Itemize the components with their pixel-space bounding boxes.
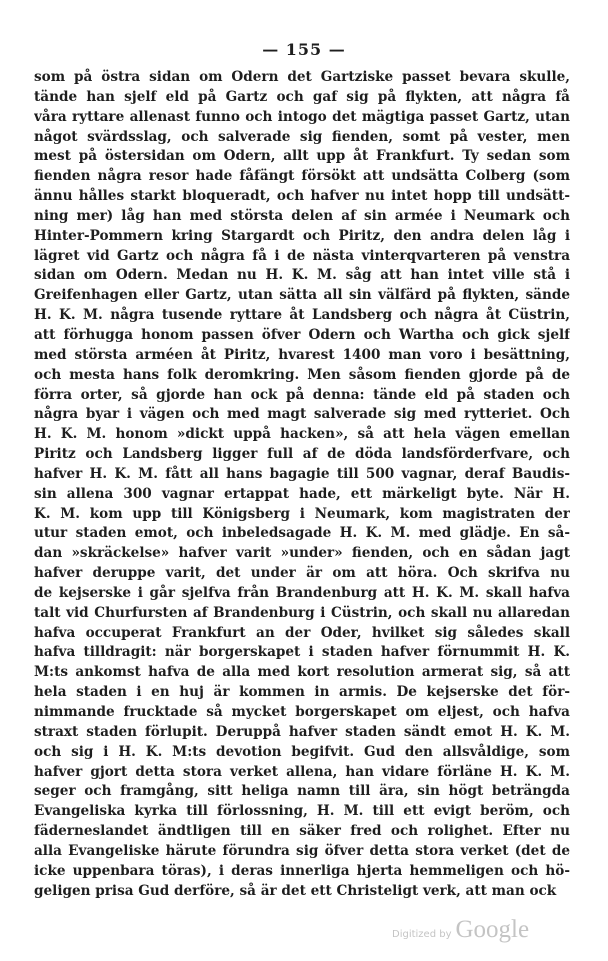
text-line: förra orter, så gjorde han ock på denna: tände eld på staden och (34, 386, 570, 403)
text-line: talt vid Churfursten af Brandenburg i Cüstrin, och skall nu allaredan (34, 604, 570, 621)
text-line: geligen prisa Gud derföre, så är det ett Christeligt verk, att man ock (34, 882, 557, 899)
google-logo: Google (455, 916, 530, 943)
text-line: något svärdsslag, och salverade sig fienden, somt på vester, men (34, 128, 570, 145)
text-line: Piritz och Landsberg ligger full af de döda landsförderfvare, och (34, 446, 570, 463)
text-line: våra ryttare allenast funno och intogo det mägtiga passet Gartz, utan (34, 108, 570, 125)
text-line: de kejserske i går sjelfva från Brandenburg att H. K. M. skall hafva (34, 584, 570, 601)
watermark-prefix: Digitized by (392, 929, 452, 940)
text-line: Evangeliska kyrka till förlossning, H. M. till ett evigt beröm, och (34, 803, 570, 820)
text-line: hafver deruppe varit, det under är om att höra. Och skrifva nu (34, 565, 570, 582)
text-line: och mesta hans folk deromkring. Men såsom fienden gjorde på de (34, 366, 570, 383)
text-line: icke uppenbara töras), i deras innerliga hjerta hemmeligen och hö- (34, 862, 570, 879)
text-line: att förhugga honom passen öfver Odern och Wartha och gick sjelf (34, 326, 570, 343)
text-line: lägret vid Gartz och några få i de nästa vinterqvarteren på venstra (34, 247, 570, 264)
text-line: fienden några resor hade fåfängt försökt att undsätta Colberg (som (34, 168, 570, 185)
text-line: straxt staden förlupit. Deruppå hafver staden sändt emot H. K. M. (34, 723, 570, 740)
text-line: Hinter-Pommern kring Stargardt och Piritz, den andra delen låg i (34, 227, 570, 244)
text-line: några byar i vägen och med magt salverade sig med rytteriet. Och (34, 406, 570, 423)
text-line: tände han sjelf eld på Gartz och gaf sig på flykten, att några få (34, 88, 570, 105)
text-line: H. K. M. honom »dickt uppå hacken», så att hela vägen emellan (34, 426, 570, 443)
text-line: som på östra sidan om Odern det Gartziske passet bevara skulle, (34, 69, 570, 85)
text-line: K. M. kom upp till Königsberg i Neumark, kom magistraten der (34, 505, 570, 522)
text-line: hafver H. K. M. fått all hans bagagie till 500 vagnar, deraf Baudis- (34, 465, 570, 482)
text-line: hafver gjort detta stora verket allena, han vidare förläne H. K. M. (34, 763, 570, 780)
text-line: ning mer) låg han med största delen af sin armée i Neumark och (34, 207, 570, 224)
text-line: seger och framgång, sitt heliga namn till ära, sin högt beträngda (34, 783, 570, 800)
text-line: Greifenhagen eller Gartz, utan sätta all sin välfärd på flykten, sände (34, 287, 570, 304)
text-line: alla Evangeliske härute förundra sig öfver detta stora verket (det de (34, 842, 570, 859)
text-line: med största arméen åt Piritz, hvarest 1400 man voro i besättning, (34, 346, 570, 363)
text-line: ännu hålles starkt bloqueradt, och hafver nu intet hopp till undsätt- (34, 188, 570, 205)
text-line: mest på östersidan om Odern, allt upp åt Frankfurt. Ty sedan som (34, 148, 570, 165)
text-line: H. K. M. några tusende ryttare åt Landsberg och några åt Cüstrin, (34, 307, 570, 324)
text-line: M:ts ankomst hafva de alla med kort resolution armerat sig, så att (34, 664, 570, 681)
digitization-watermark (392, 916, 529, 944)
text-line: utur staden emot, och inbeledsagade H. K. M. med glädje. En så- (34, 525, 570, 542)
text-line: och sig i H. K. M:ts devotion begifvit. Gud den allsvåldige, som (34, 743, 570, 760)
text-line: fäderneslandet ändtligen till en säker fred och rolighet. Efter nu (34, 823, 570, 840)
text-line: sidan om Odern. Medan nu H. K. M. såg att han intet ville stå i (34, 267, 570, 284)
text-line: hafva tilldragit: när borgerskapet i staden hafver förnummit H. K. (34, 644, 570, 661)
text-line: hafva occuperat Frankfurt an der Oder, hvilket sig således skall (34, 624, 570, 641)
text-line: dan »skräckelse» hafver varit »under» fienden, och en sådan jagt (34, 545, 570, 562)
text-line: sin allena 300 vagnar ertappat hade, ett märkeligt byte. När H. (34, 485, 570, 502)
page-number: — 155 — (262, 40, 346, 59)
text-line: nimmande frucktade så mycket borgerskapet om eljest, och hafva (34, 704, 570, 720)
body-text (34, 68, 570, 901)
text-line: hela staden i en huj är kommen in armis. De kejserske det för- (34, 684, 570, 701)
